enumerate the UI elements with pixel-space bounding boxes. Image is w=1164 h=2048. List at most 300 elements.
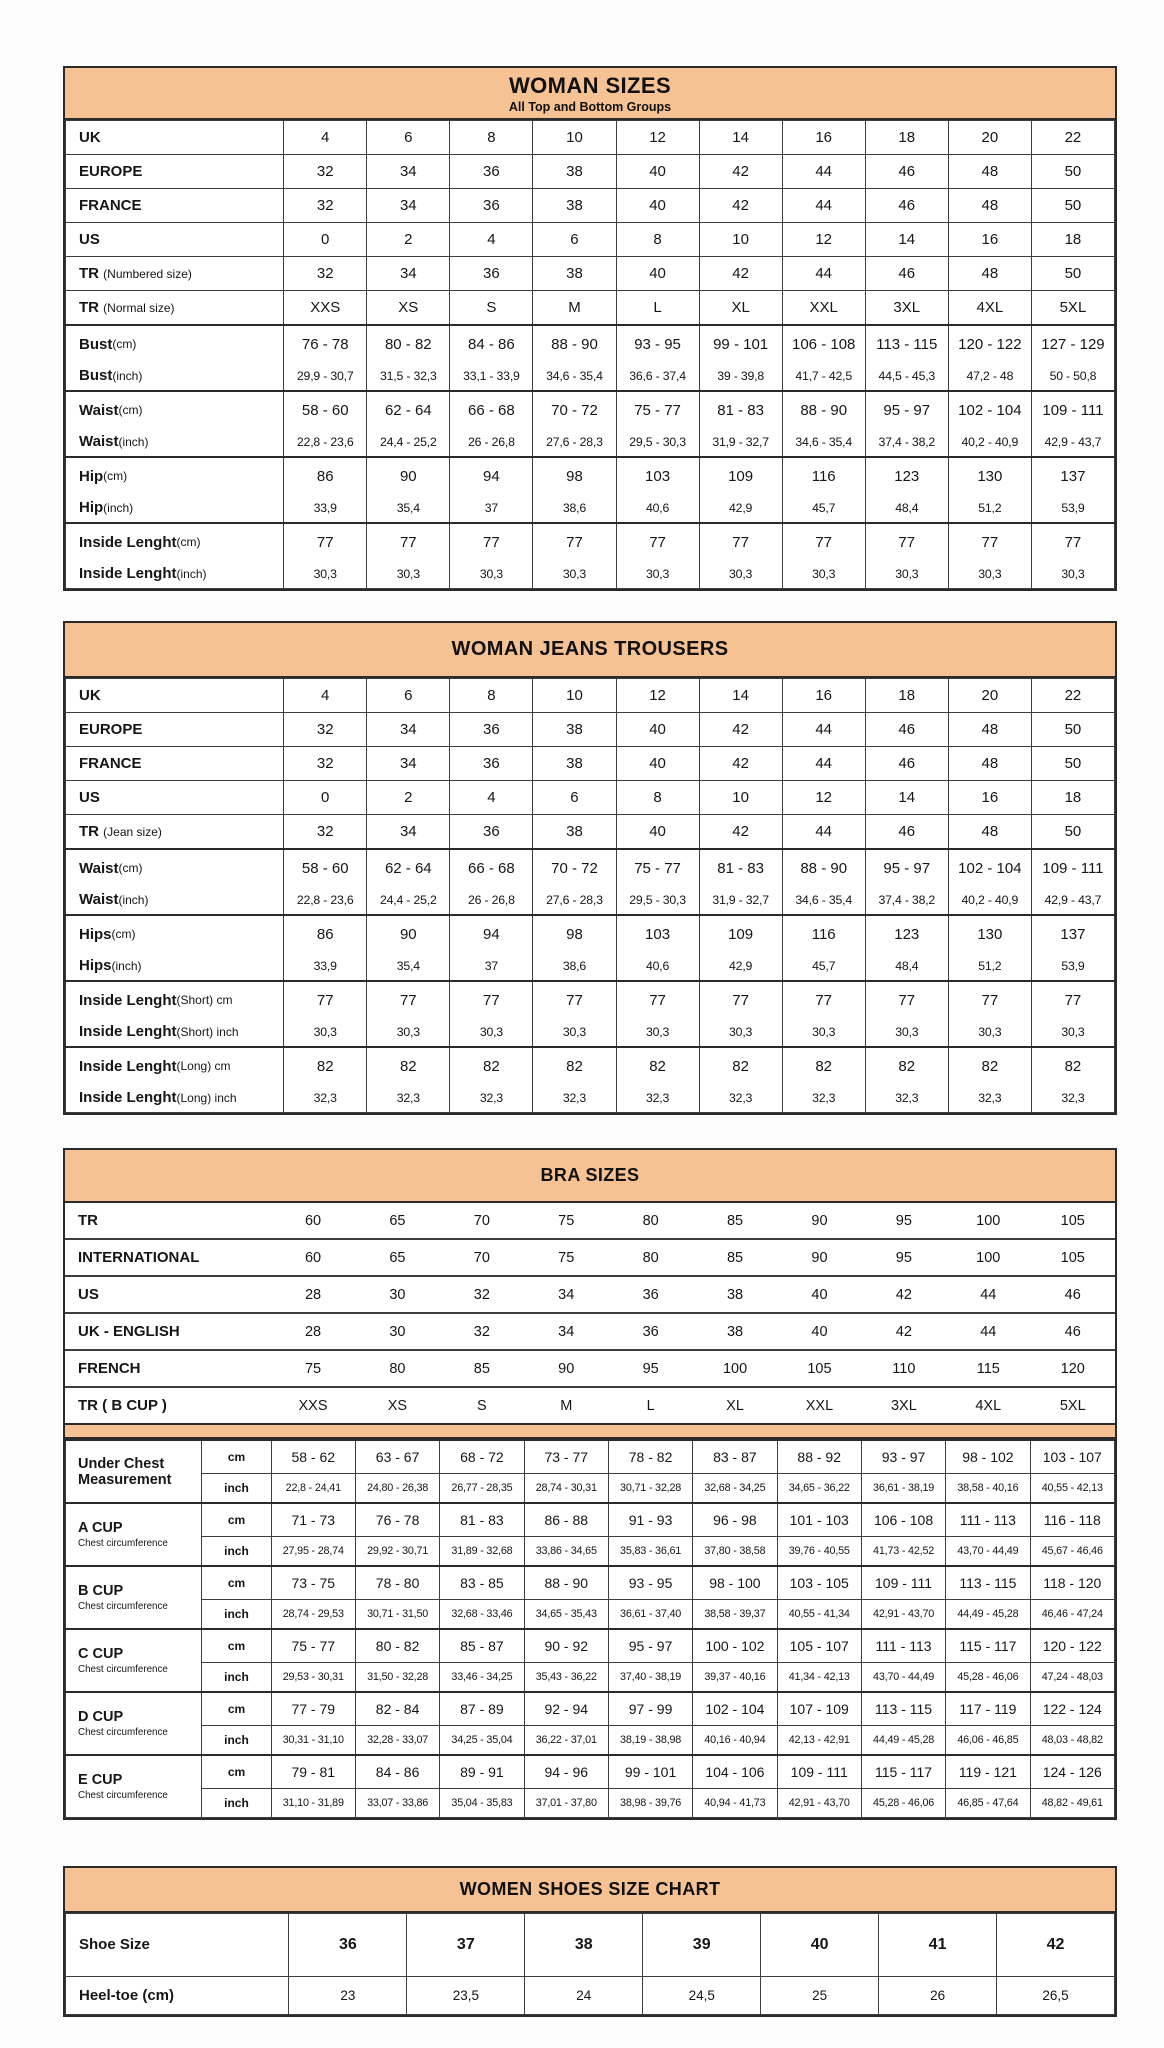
- size-value: 34: [524, 1276, 608, 1313]
- size-value: M: [533, 291, 616, 326]
- size-value: 8: [450, 121, 533, 155]
- size-value: 84 - 86 33,1 - 33,9: [450, 325, 533, 391]
- size-value: 65: [389, 1212, 406, 1229]
- jeans-header: [65, 623, 1115, 678]
- measurement-value: 41,34 - 42,13: [777, 1663, 861, 1693]
- measurement-value: 37,80 - 38,58: [693, 1537, 777, 1567]
- measurement-value: 83 - 85: [440, 1566, 524, 1600]
- bra-conversion-grid: [65, 1203, 1115, 1423]
- size-value: 77 30,3: [450, 523, 533, 589]
- measurement-value: 95 - 97: [608, 1629, 692, 1663]
- size-value: 80: [355, 1350, 439, 1387]
- size-value: 46: [865, 257, 948, 291]
- row-label: EUROPE: [66, 155, 284, 189]
- size-value: 34: [367, 155, 450, 189]
- size-value: 82 32,3: [367, 1047, 450, 1113]
- measurement-value: 82 - 84: [355, 1692, 439, 1726]
- row-label: Bust (cm) Bust (inch): [66, 325, 284, 391]
- size-value: XXL: [782, 291, 865, 326]
- size-value: 100: [693, 1350, 777, 1387]
- measurement-value: 31,89 - 32,68: [440, 1537, 524, 1567]
- size-value: 32: [284, 713, 367, 747]
- size-value: 80: [642, 1212, 659, 1229]
- size-value: 14: [865, 223, 948, 257]
- size-value: 123 48,4: [865, 457, 948, 523]
- measurement-value: 91 - 93: [608, 1503, 692, 1537]
- measurement-value: 32,68 - 34,25: [693, 1474, 777, 1504]
- measurement-value: 44,49 - 45,28: [861, 1726, 945, 1756]
- size-value: 109 - 111 42,9 - 43,7: [1031, 391, 1114, 457]
- size-value: XS: [367, 291, 450, 326]
- size-value: 85: [726, 1212, 744, 1229]
- size-value: 38: [533, 713, 616, 747]
- size-value: 23: [289, 1977, 407, 2015]
- size-value: XL: [693, 1387, 777, 1423]
- measurement-value: 36,61 - 38,19: [861, 1474, 945, 1504]
- size-value: XXL: [777, 1387, 861, 1423]
- cup-label: E CUP Chest circumference: [66, 1755, 202, 1818]
- measurement-value: 38,98 - 39,76: [608, 1789, 692, 1818]
- size-value: 127 - 129 50 - 50,8: [1031, 325, 1114, 391]
- size-value: 123 48,4: [865, 915, 948, 981]
- size-value: 82 32,3: [699, 1047, 782, 1113]
- size-value: 76 - 78 29,9 - 30,7: [284, 325, 367, 391]
- measurement-value: 24,80 - 26,38: [355, 1474, 439, 1504]
- measurement-value: 31,10 - 31,89: [271, 1789, 355, 1818]
- size-value: 16: [948, 781, 1031, 815]
- measurement-value: 76 - 78: [355, 1503, 439, 1537]
- size-value: 77 30,3: [782, 523, 865, 589]
- woman-sizes-subtitle: All Top and Bottom Groups: [508, 100, 672, 114]
- size-value: 36: [289, 1914, 407, 1977]
- size-value: 50: [1031, 713, 1114, 747]
- size-value: 2: [367, 781, 450, 815]
- measurement-value: 107 - 109: [777, 1692, 861, 1726]
- size-value: 44: [946, 1313, 1030, 1350]
- size-value: 38: [533, 155, 616, 189]
- size-value: 130 51,2: [948, 457, 1031, 523]
- size-value: 14: [699, 679, 782, 713]
- row-label: FRANCE: [66, 189, 284, 223]
- measurement-value: 109 - 111: [861, 1566, 945, 1600]
- size-value: 100: [946, 1239, 1030, 1276]
- measurement-value: 48,03 - 48,82: [1030, 1726, 1114, 1756]
- unit-label: cm: [202, 1440, 271, 1474]
- size-value: 8: [450, 679, 533, 713]
- size-value: 12: [616, 121, 699, 155]
- size-value: 113 - 115 44,5 - 45,3: [865, 325, 948, 391]
- size-value: 58 - 60 22,8 - 23,6: [284, 391, 367, 457]
- size-value: 5XL: [1031, 291, 1114, 326]
- cup-label: B CUP Chest circumference: [66, 1566, 202, 1629]
- row-label: UK - ENGLISH: [65, 1313, 271, 1350]
- row-label: Inside Lenght (cm) Inside Lenght (inch): [66, 523, 284, 589]
- bra-separator-band: [65, 1423, 1115, 1439]
- measurement-value: 35,43 - 36,22: [524, 1663, 608, 1693]
- row-label: TR (Normal size): [66, 291, 284, 326]
- row-label: Hip (cm) Hip (inch): [66, 457, 284, 523]
- shoes-grid: [65, 1913, 1115, 2015]
- size-value: 18: [865, 679, 948, 713]
- measurement-value: 98 - 100: [693, 1566, 777, 1600]
- measurement-value: 115 - 117: [946, 1629, 1030, 1663]
- size-value: 8: [616, 223, 699, 257]
- size-value: 95 - 97 37,4 - 38,2: [865, 391, 948, 457]
- size-value: 109 - 111 42,9 - 43,7: [1031, 849, 1114, 915]
- jeans-title: WOMAN JEANS TROUSERS: [451, 638, 729, 660]
- size-value: 88 - 90 34,6 - 35,4: [782, 849, 865, 915]
- woman-sizes-header: [65, 68, 1115, 120]
- size-value: 88 - 90 34,6 - 35,4: [533, 325, 616, 391]
- size-value: 36: [608, 1313, 692, 1350]
- size-value: 4XL: [946, 1387, 1030, 1423]
- size-value: 32: [284, 189, 367, 223]
- size-value: 40: [777, 1276, 861, 1313]
- measurement-value: 97 - 99: [608, 1692, 692, 1726]
- size-value: 38: [533, 747, 616, 781]
- bra-header: [65, 1150, 1115, 1203]
- measurement-value: 40,16 - 40,94: [693, 1726, 777, 1756]
- size-value: 22: [1031, 121, 1114, 155]
- measurement-value: 47,24 - 48,03: [1030, 1663, 1114, 1693]
- size-value: 103 40,6: [616, 457, 699, 523]
- measurement-value: 45,28 - 46,06: [861, 1789, 945, 1818]
- size-value: 32: [284, 257, 367, 291]
- size-value: 36: [450, 815, 533, 850]
- size-value: 38: [693, 1313, 777, 1350]
- row-label: TR ( B CUP ): [65, 1387, 271, 1423]
- size-value: 32: [284, 747, 367, 781]
- size-value: 94 37: [450, 915, 533, 981]
- size-value: 36: [608, 1276, 692, 1313]
- size-value: 99 - 101 39 - 39,8: [699, 325, 782, 391]
- size-value: 34: [367, 257, 450, 291]
- size-value: 42: [699, 257, 782, 291]
- row-label: Inside Lenght (Short) cm Inside Lenght (Short) inch: [66, 981, 284, 1047]
- size-value: 81 - 83 31,9 - 32,7: [699, 391, 782, 457]
- measurement-value: 99 - 101: [608, 1755, 692, 1789]
- size-value: 100: [976, 1212, 1001, 1229]
- size-value: 6: [367, 121, 450, 155]
- measurement-value: 35,83 - 36,61: [608, 1537, 692, 1567]
- size-value: 70 - 72 27,6 - 28,3: [533, 391, 616, 457]
- measurement-value: 80 - 82: [355, 1629, 439, 1663]
- size-value: 34: [524, 1313, 608, 1350]
- size-value: 18: [1031, 781, 1114, 815]
- size-value: 42: [862, 1313, 946, 1350]
- jeans-section: [63, 621, 1117, 1115]
- measurement-value: 30,71 - 31,50: [355, 1600, 439, 1630]
- size-value: 109 42,9: [699, 457, 782, 523]
- row-label: EUROPE: [66, 713, 284, 747]
- size-value: 90 35,4: [367, 457, 450, 523]
- size-value: 77 30,3: [1031, 523, 1114, 589]
- size-value: 77 30,3: [616, 981, 699, 1047]
- measurement-value: 38,58 - 39,37: [693, 1600, 777, 1630]
- size-value: 44: [782, 155, 865, 189]
- size-value: 70: [473, 1212, 490, 1229]
- size-value: 44: [782, 189, 865, 223]
- size-value: 75 - 77 29,5 - 30,3: [616, 391, 699, 457]
- size-value: 90: [524, 1350, 608, 1387]
- size-value: 66 - 68 26 - 26,8: [450, 391, 533, 457]
- measurement-value: 39,37 - 40,16: [693, 1663, 777, 1693]
- size-value: 6: [533, 781, 616, 815]
- size-value: 16: [948, 223, 1031, 257]
- size-value: 48: [948, 815, 1031, 850]
- size-value: 44: [782, 257, 865, 291]
- size-value: 39: [643, 1914, 761, 1977]
- woman-sizes-grid: [65, 120, 1115, 589]
- shoes-title: WOMEN SHOES SIZE CHART: [459, 1879, 721, 1899]
- size-value: 40: [616, 257, 699, 291]
- measurement-value: 40,94 - 41,73: [693, 1789, 777, 1818]
- woman-sizes-title: WOMAN SIZES: [508, 73, 672, 98]
- measurement-value: 39,76 - 40,55: [777, 1537, 861, 1567]
- size-value: 50: [1031, 155, 1114, 189]
- size-value: 40: [616, 189, 699, 223]
- size-value: 44: [782, 815, 865, 850]
- row-label: US: [66, 781, 284, 815]
- size-value: 70 - 72 27,6 - 28,3: [533, 849, 616, 915]
- size-value: 34: [367, 747, 450, 781]
- size-value: 16: [782, 121, 865, 155]
- measurement-value: 32,68 - 33,46: [440, 1600, 524, 1630]
- size-value: 80 - 82 31,5 - 32,3: [367, 325, 450, 391]
- size-value: 95: [895, 1212, 912, 1229]
- measurement-value: 35,04 - 35,83: [440, 1789, 524, 1818]
- size-value: 37: [407, 1914, 525, 1977]
- measurement-value: 30,31 - 31,10: [271, 1726, 355, 1756]
- size-value: 24,5: [643, 1977, 761, 2015]
- size-value: 0: [284, 781, 367, 815]
- size-value: 46: [865, 155, 948, 189]
- size-value: 60: [271, 1239, 355, 1276]
- size-value: 4XL: [948, 291, 1031, 326]
- measurement-value: 106 - 108: [861, 1503, 945, 1537]
- size-value: 75: [271, 1350, 355, 1387]
- size-value: 50: [1031, 257, 1114, 291]
- measurement-value: 115 - 117: [861, 1755, 945, 1789]
- row-label: INTERNATIONAL: [65, 1239, 271, 1276]
- size-value: 4: [284, 679, 367, 713]
- size-value: 48: [948, 189, 1031, 223]
- size-value: 82 32,3: [450, 1047, 533, 1113]
- size-value: 44: [782, 747, 865, 781]
- measurement-value: 73 - 77: [524, 1440, 608, 1474]
- size-value: 81 - 83 31,9 - 32,7: [699, 849, 782, 915]
- measurement-value: 90 - 92: [524, 1629, 608, 1663]
- measurement-value: 38,19 - 38,98: [608, 1726, 692, 1756]
- size-value: 77 30,3: [699, 981, 782, 1047]
- size-value: 77 30,3: [284, 523, 367, 589]
- measurement-value: 45,28 - 46,06: [946, 1663, 1030, 1693]
- measurement-value: 111 - 113: [861, 1629, 945, 1663]
- unit-label: cm: [202, 1629, 271, 1663]
- size-value: 8: [616, 781, 699, 815]
- size-value: 82 32,3: [1031, 1047, 1114, 1113]
- size-value: 82 32,3: [782, 1047, 865, 1113]
- size-value: 77 30,3: [284, 981, 367, 1047]
- size-value: 14: [865, 781, 948, 815]
- measurement-value: 93 - 95: [608, 1566, 692, 1600]
- measurement-value: 40,55 - 41,34: [777, 1600, 861, 1630]
- unit-label: cm: [202, 1566, 271, 1600]
- size-value: 77 30,3: [367, 981, 450, 1047]
- size-value: 80: [608, 1239, 692, 1276]
- measurement-value: 94 - 96: [524, 1755, 608, 1789]
- size-value: 98 38,6: [533, 457, 616, 523]
- row-label: Shoe Size: [66, 1914, 289, 1977]
- measurement-value: 46,46 - 47,24: [1030, 1600, 1114, 1630]
- unit-label: cm: [202, 1503, 271, 1537]
- measurement-value: 42,91 - 43,70: [777, 1789, 861, 1818]
- measurement-value: 101 - 103: [777, 1503, 861, 1537]
- measurement-value: 87 - 89: [440, 1692, 524, 1726]
- size-value: 58 - 60 22,8 - 23,6: [284, 849, 367, 915]
- size-value: 85: [693, 1239, 777, 1276]
- shoes-section: [63, 1866, 1117, 2017]
- row-label: TR (Jean size): [66, 815, 284, 850]
- size-value: 24: [525, 1977, 643, 2015]
- cup-label: A CUP Chest circumference: [66, 1503, 202, 1566]
- size-value: 20: [948, 679, 1031, 713]
- size-value: 46: [865, 747, 948, 781]
- measurement-value: 31,50 - 32,28: [355, 1663, 439, 1693]
- measurement-value: 84 - 86: [355, 1755, 439, 1789]
- measurement-value: 120 - 122: [1030, 1629, 1114, 1663]
- size-value: 12: [616, 679, 699, 713]
- row-label: Heel-toe (cm): [66, 1977, 289, 2015]
- size-value: 30: [355, 1276, 439, 1313]
- measurement-value: 40,55 - 42,13: [1030, 1474, 1114, 1504]
- unit-label: cm: [202, 1755, 271, 1789]
- measurement-value: 88 - 90: [524, 1566, 608, 1600]
- measurement-value: 46,85 - 47,64: [946, 1789, 1030, 1818]
- unit-label: inch: [202, 1474, 271, 1504]
- size-value: 93 - 95 36,6 - 37,4: [616, 325, 699, 391]
- size-value: 110: [862, 1350, 946, 1387]
- row-label: Waist (cm) Waist (inch): [66, 849, 284, 915]
- row-label: Waist (cm) Waist (inch): [66, 391, 284, 457]
- size-value: 94 37: [450, 457, 533, 523]
- size-value: 90: [811, 1212, 828, 1229]
- size-value: 130 51,2: [948, 915, 1031, 981]
- size-value: 36: [450, 189, 533, 223]
- size-value: 40: [616, 747, 699, 781]
- measurement-value: 33,86 - 34,65: [524, 1537, 608, 1567]
- jeans-grid: [65, 678, 1115, 1113]
- measurement-value: 29,53 - 30,31: [271, 1663, 355, 1693]
- size-value: 75: [524, 1239, 608, 1276]
- size-value: 82 32,3: [948, 1047, 1031, 1113]
- measurement-value: 105 - 107: [777, 1629, 861, 1663]
- measurement-value: 85 - 87: [440, 1629, 524, 1663]
- measurement-value: 92 - 94: [524, 1692, 608, 1726]
- size-value: 40: [616, 713, 699, 747]
- measurement-value: 34,65 - 36,22: [777, 1474, 861, 1504]
- size-value: 26: [879, 1977, 997, 2015]
- measurement-value: 33,07 - 33,86: [355, 1789, 439, 1818]
- size-value: XXS: [284, 291, 367, 326]
- measurement-value: 44,49 - 45,28: [946, 1600, 1030, 1630]
- size-value: 14: [699, 121, 782, 155]
- measurement-value: 33,46 - 34,25: [440, 1663, 524, 1693]
- size-value: 50: [1031, 815, 1114, 850]
- measurement-value: 96 - 98: [693, 1503, 777, 1537]
- row-label: Hips (cm) Hips (inch): [66, 915, 284, 981]
- size-value: 50: [1031, 189, 1114, 223]
- measurement-value: 63 - 67: [355, 1440, 439, 1474]
- cup-label: Under Chest Measurement: [66, 1440, 202, 1503]
- size-value: 4: [450, 781, 533, 815]
- size-value: 28: [271, 1276, 355, 1313]
- measurement-value: 42,13 - 42,91: [777, 1726, 861, 1756]
- size-value: 48: [948, 155, 1031, 189]
- measurement-value: 43,70 - 44,49: [946, 1537, 1030, 1567]
- size-value: 30: [355, 1313, 439, 1350]
- bra-section: [63, 1148, 1117, 1820]
- size-value: 16: [782, 679, 865, 713]
- size-value: 34: [367, 189, 450, 223]
- measurement-value: 34,65 - 35,43: [524, 1600, 608, 1630]
- size-value: 40: [761, 1914, 879, 1977]
- size-value: 105: [777, 1350, 861, 1387]
- size-value: 77 30,3: [450, 981, 533, 1047]
- size-value: 2: [367, 223, 450, 257]
- size-value: L: [616, 291, 699, 326]
- measurement-value: 36,61 - 37,40: [608, 1600, 692, 1630]
- shoes-header: [65, 1868, 1115, 1913]
- size-value: 70: [440, 1239, 524, 1276]
- size-value: 22: [1031, 679, 1114, 713]
- size-value: XXS: [271, 1387, 355, 1423]
- size-value: 77 30,3: [367, 523, 450, 589]
- row-label: TR (Numbered size): [66, 257, 284, 291]
- row-label: FRANCE: [66, 747, 284, 781]
- size-value: 42: [699, 713, 782, 747]
- measurement-value: 103 - 107: [1030, 1440, 1114, 1474]
- size-value: 20: [948, 121, 1031, 155]
- row-label: FRENCH: [65, 1350, 271, 1387]
- size-value: 82 32,3: [616, 1047, 699, 1113]
- measurement-value: 98 - 102: [946, 1440, 1030, 1474]
- measurement-value: 102 - 104: [693, 1692, 777, 1726]
- measurement-value: 100 - 102: [693, 1629, 777, 1663]
- size-value: 105: [1060, 1212, 1085, 1229]
- size-value: 77 30,3: [865, 981, 948, 1047]
- size-value: 3XL: [865, 291, 948, 326]
- size-value: 40: [616, 815, 699, 850]
- size-value: 60: [304, 1212, 322, 1229]
- size-value: 77 30,3: [948, 981, 1031, 1047]
- cup-label: C CUP Chest circumference: [66, 1629, 202, 1692]
- size-value: 50: [1031, 747, 1114, 781]
- size-value: 12: [782, 781, 865, 815]
- size-value: 86 33,9: [284, 457, 367, 523]
- size-value: 38: [693, 1276, 777, 1313]
- woman-sizes-section: [63, 66, 1117, 591]
- size-value: 42: [997, 1914, 1115, 1977]
- row-label: US: [65, 1276, 271, 1313]
- unit-label: inch: [202, 1537, 271, 1567]
- measurement-value: 111 - 113: [946, 1503, 1030, 1537]
- size-value: 36: [450, 713, 533, 747]
- size-value: 116 45,7: [782, 457, 865, 523]
- size-value: M: [524, 1387, 608, 1423]
- size-value: 46: [865, 189, 948, 223]
- size-value: 137 53,9: [1031, 457, 1114, 523]
